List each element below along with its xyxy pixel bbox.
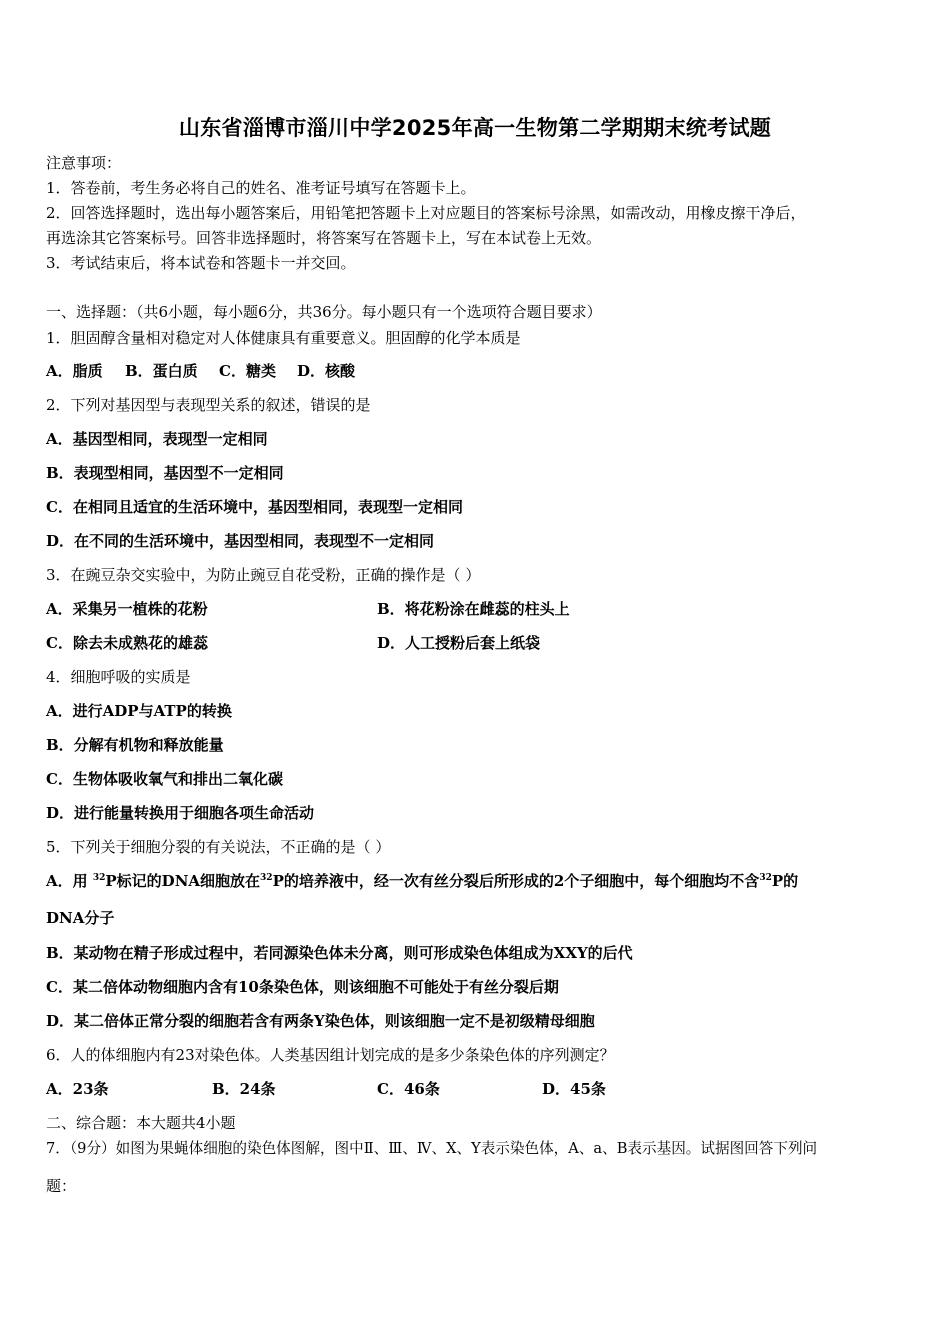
- section-1-heading: 一、选择题：（共6小题，每小题6分，共36分。每小题只有一个选项符合题目要求）: [46, 303, 602, 321]
- q4-option-c: C．生物体吸收氧气和排出二氧化碳: [46, 770, 283, 788]
- q5-option-a-part-1: A．用: [46, 872, 93, 890]
- question-3-options-row-2: [46, 632, 540, 653]
- notice-item-1: 1．答卷前，考生务必将自己的姓名、准考证号填写在答题卡上。: [46, 179, 476, 197]
- q6-option-b: B．24条: [212, 1080, 276, 1098]
- question-1-stem: 1．胆固醇含量相对稳定对人体健康具有重要意义。胆固醇的化学本质是: [46, 329, 521, 347]
- question-6-stem: 6．人的体细胞内有23对染色体。人类基因组计划完成的是多少条染色体的序列测定？: [46, 1046, 615, 1064]
- question-7-stem: 7．（9分）如图为果蝇体细胞的染色体图解，图中Ⅱ、Ⅲ、Ⅳ、X、Y表示染色体，A、a、B表示基因。试据图回答下列问: [46, 1140, 818, 1157]
- q3-option-d: D．人工授粉后套上纸袋: [377, 634, 541, 652]
- q4-option-d: D．进行能量转换用于细胞各项生命活动: [46, 804, 315, 822]
- notice-item-3: 3．考试结束后，将本试卷和答题卡一并交回。: [46, 254, 356, 272]
- q1-option-d: D．核酸: [297, 362, 356, 380]
- q5-isotope-mass-2: 32: [260, 873, 273, 883]
- q3-option-c: C．除去未成熟花的雄蕊: [46, 634, 208, 652]
- q5-isotope-mass-1: 32: [92, 873, 106, 883]
- q4-option-b: B．分解有机物和释放能量: [46, 736, 224, 754]
- q1-option-b: B．蛋白质: [125, 362, 198, 380]
- q5-option-c: C．某二倍体动物细胞内含有10条染色体，则该细胞不可能处于有丝分裂后期: [46, 978, 559, 996]
- q3-option-b: B．将花粉涂在雌蕊的柱头上: [377, 600, 570, 618]
- notice-item-2-cont: 再选涂其它答案标号。回答非选择题时，将答案写在答题卡上，写在本试卷上无效。: [46, 229, 602, 247]
- question-1-options: [46, 360, 355, 381]
- q2-option-a: A．基因型相同，表现型一定相同: [46, 430, 268, 448]
- q5-option-a-part-3: P的培养液中，经一次有丝分裂后所形成的2个子细胞中，每个细胞均不含: [272, 872, 760, 890]
- q5-isotope-mass-3: 32: [759, 873, 772, 883]
- q5-option-a-part-4: P的: [771, 872, 799, 890]
- q2-option-c: C．在相同且适宜的生活环境中，基因型相同，表现型一定相同: [46, 498, 463, 516]
- section-2-heading: 二、综合题：本大题共4小题: [46, 1114, 236, 1132]
- notice-item-2: 2．回答选择题时，选出每小题答案后，用铅笔把答题卡上对应题目的答案标号涂黑，如需改动，用橡皮擦干净后，: [46, 204, 806, 222]
- q2-option-d: D．在不同的生活环境中，基因型相同，表现型不一定相同: [46, 532, 435, 550]
- q5-option-b: B．某动物在精子形成过程中，若同源染色体未分离，则可形成染色体组成为XXY的后代: [46, 944, 633, 962]
- question-7-stem-cont: 题：: [46, 1177, 77, 1195]
- q5-option-a: [46, 870, 798, 891]
- question-6-options: [46, 1078, 606, 1099]
- q1-option-a: A．脂质: [46, 362, 103, 380]
- question-5-stem: 5．下列关于细胞分裂的有关说法，不正确的是（ ）: [46, 838, 391, 856]
- q5-option-a-part-2: P标记的DNA细胞放在: [105, 872, 261, 890]
- page-title: 山东省淄博市淄川中学2025年高一生物第二学期期末统考试题: [178, 116, 772, 140]
- q5-option-a-cont: DNA分子: [46, 909, 115, 927]
- q5-option-d: D．某二倍体正常分裂的细胞若含有两条Y染色体，则该细胞一定不是初级精母细胞: [46, 1012, 595, 1030]
- q1-option-c: C．糖类: [219, 362, 276, 380]
- q4-option-a: A．进行ADP与ATP的转换: [46, 702, 232, 720]
- q2-option-b: B．表现型相同，基因型不一定相同: [46, 464, 284, 482]
- q6-option-c: C．46条: [377, 1080, 440, 1098]
- question-3-options-row-1: [46, 598, 570, 619]
- q6-option-d: D．45条: [542, 1080, 606, 1098]
- question-2-stem: 2．下列对基因型与表现型关系的叙述，错误的是: [46, 396, 371, 414]
- question-3-stem: 3．在豌豆杂交实验中，为防止豌豆自花受粉，正确的操作是（ ）: [46, 566, 481, 584]
- q6-option-a: A．23条: [46, 1080, 109, 1098]
- notice-heading: 注意事项：: [46, 154, 122, 172]
- question-4-stem: 4．细胞呼吸的实质是: [46, 668, 191, 686]
- q3-option-a: A．采集另一植株的花粉: [46, 600, 208, 618]
